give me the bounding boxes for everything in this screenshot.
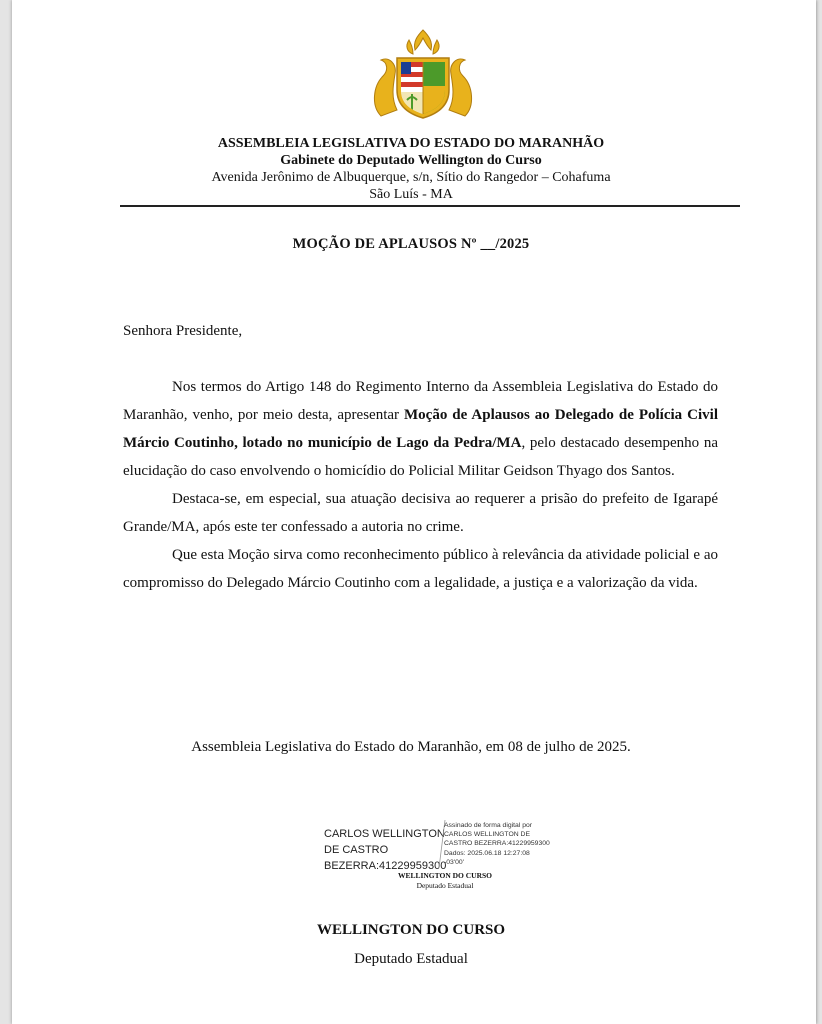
digital-signature-details xyxy=(444,821,570,867)
sig-info-line-5: -03'00' xyxy=(444,858,464,866)
body-paragraph-2: Destaca-se, em especial, sua atuação decisiva ao requerer a prisão do prefeito de Igarapé Grande/MA, após este ter confessado a autoria no crime. xyxy=(123,491,718,535)
body-paragraph-1 xyxy=(123,373,718,485)
sig-info-line-3: CASTRO BEZERRA:41229959300 xyxy=(444,840,550,848)
body-paragraph-3: Que esta Moção sirva como reconhecimento público à relevância da atividade policial e ao compromisso do Delegado Márcio Coutinho com a legalidade, a justiça e a valorização da vida. xyxy=(123,547,718,591)
body-paragraph-1-text-b: , pelo destacado desempenho na elucidação do caso envolvendo o homicídio do Policial Militar Geidson Thyago dos Santos. xyxy=(123,435,718,479)
address-line: Avenida Jerônimo de Albuquerque, s/n, Sítio do Rangedor – Cohafuma xyxy=(211,170,611,185)
sig-info-line-1: Assinado de forma digital por xyxy=(444,822,533,829)
place-and-date: Assembleia Legislativa do Estado do Maranhão, em 08 de julho de 2025. xyxy=(191,739,631,755)
header-divider xyxy=(120,205,740,207)
signer-line-1: CARLOS WELLINGTON xyxy=(324,828,445,840)
sig-info-line-4: Dados: 2025.06.18 12:27:08 xyxy=(444,849,530,857)
signatory-name: WELLINGTON DO CURSO xyxy=(316,922,506,938)
maranhao-coat-of-arms-icon xyxy=(367,26,479,122)
institution-name: ASSEMBLEIA LEGISLATIVA DO ESTADO DO MARANHÃO xyxy=(217,136,605,151)
sig-info-line-2: CARLOS WELLINGTON DE xyxy=(444,831,530,839)
digital-signer-name xyxy=(324,826,452,874)
signer-line-2: DE CASTRO xyxy=(324,844,389,856)
stamp-role: Deputado Estadual xyxy=(416,881,474,890)
document-title: MOÇÃO DE APLAUSOS Nº __/2025 xyxy=(292,236,530,252)
signatory-role: Deputado Estadual xyxy=(354,951,468,967)
city-line: São Luís - MA xyxy=(369,187,453,202)
office-name: Gabinete do Deputado Wellington do Curso xyxy=(280,153,542,168)
signer-line-3: BEZERRA:41229959300 xyxy=(324,860,447,872)
body-paragraph-1-text-a: Nos termos do Artigo 148 do Regimento Interno da Assembleia Legislativa do Estado do Maranhão, venho, por meio desta, apresentar xyxy=(123,379,718,423)
body-paragraph-1-bold: Moção de Aplausos ao Delegado de Polícia Civil Márcio Coutinho, lotado no município de Lago da Pedra/MA xyxy=(123,407,718,451)
stamp-name: WELLINGTON DO CURSO xyxy=(397,871,493,880)
digital-signature-stamp xyxy=(320,818,570,890)
salutation: Senhora Presidente, xyxy=(123,323,243,339)
